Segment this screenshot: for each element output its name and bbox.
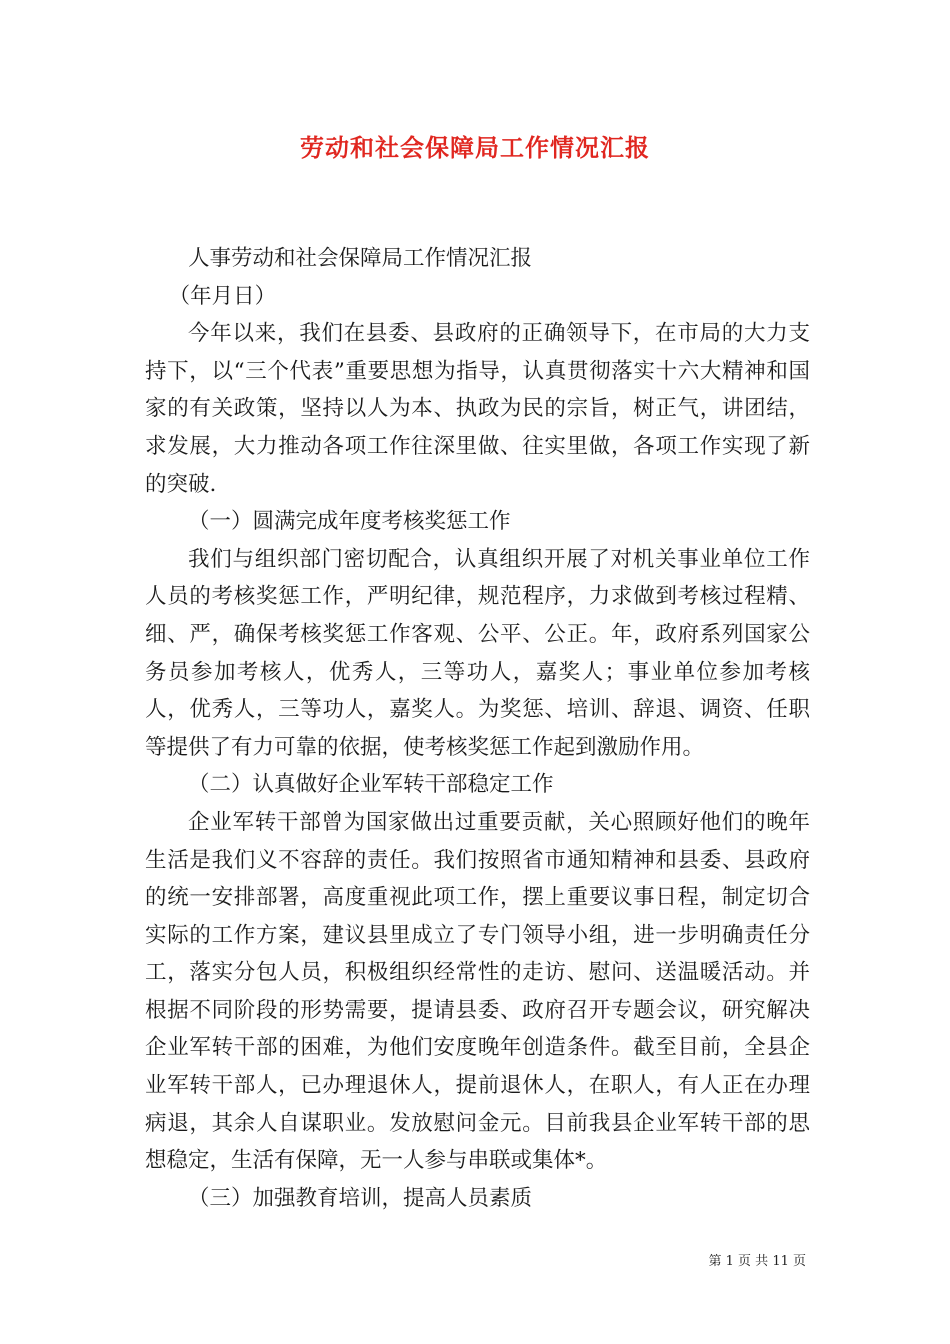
section-heading-2: （二）认真做好企业军转干部稳定工作 (188, 772, 554, 798)
section-paragraph-2: 企业军转干部曾为国家做出过重要贡献，关心照顾好他们的晚年生活是我们义不容辞的责任。我们按照省市通知精神和县委、县政府的统一安排部署，高度重视此项工作，摆上重要议事日程，制定切合实际的工作方案，建议县里成立了专门领导小组，进一步明确责任分工，落实分包人员，积极组织经常性的走访、慰问、送温暖活动。并根据不同阶段的形势需要，提请县委、政府召开专题会议，研究解决企业军转干部的困难，为他们安度晚年创造条件。截至目前，全县企业军转干部人，已办理退休人，提前退休人，在职人，有人正在办理病退，其余人自谋职业。发放慰问金元。目前我县企业军转干部的思想稳定，生活有保障，无一人参与串联或集体*。 (145, 809, 810, 1174)
document-body (145, 240, 810, 1217)
subtitle-line: 人事劳动和社会保障局工作情况汇报 (188, 246, 533, 271)
document-title: 劳动和社会保障局工作情况汇报 (300, 133, 650, 162)
section-heading-1: （一）圆满完成年度考核奖惩工作 (188, 509, 511, 535)
intro-paragraph: 今年以来，我们在县委、县政府的正确领导下，在市局的大力支持下，以“三个代表”重要思想为指导，认真贯彻落实十六大精神和国家的有关政策，坚持以人为本、执政为民的宗旨，树正气，讲团结，求发展，大力推动各项工作往深里做、往实里做，各项工作实现了新的突破. (145, 321, 810, 497)
section-paragraph-1: 我们与组织部门密切配合，认真组织开展了对机关事业单位工作人员的考核奖惩工作，严明纪律，规范程序，力求做到考核过程精、细、严，确保考核奖惩工作客观、公平、公正。年，政府系列国家公务员参加考核人，优秀人，三等功人，嘉奖人；事业单位参加考核人，优秀人，三等功人，嘉奖人。为奖惩、培训、辞退、调资、任职等提供了有力可靠的依据，使考核奖惩工作起到激励作用。 (145, 546, 810, 760)
section-heading-3: （三）加强教育培训，提高人员素质 (188, 1185, 533, 1211)
date-line: （年月日） (168, 283, 277, 309)
page-footer: 第 1 页 共 11 页 (708, 1254, 806, 1269)
